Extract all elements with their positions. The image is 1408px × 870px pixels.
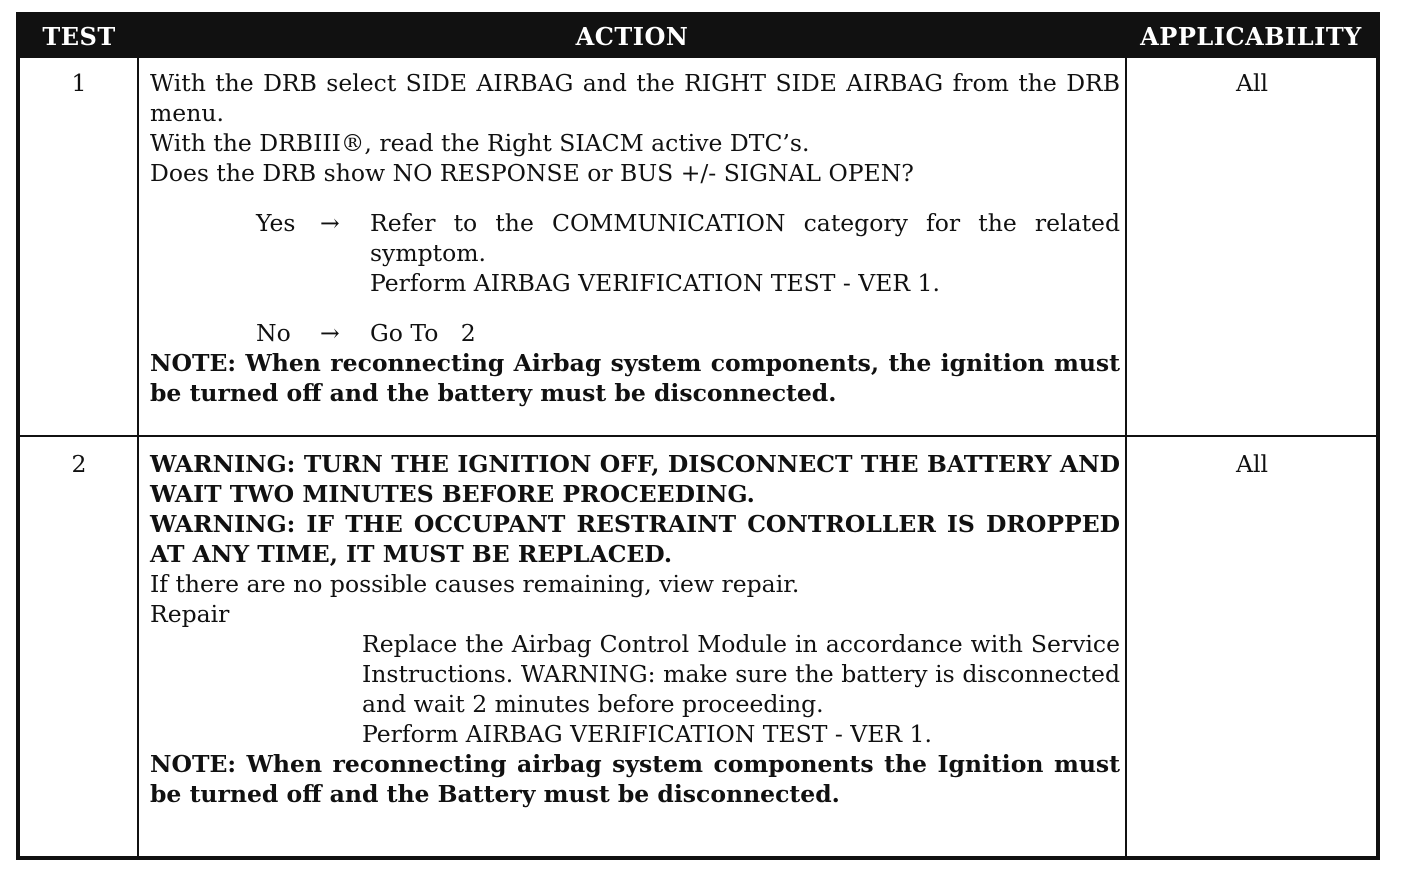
row-1-question-line: With the DRBIII®, read the Right SIACM active DTC’s. [150,129,810,157]
header-action: ACTION [575,22,689,51]
row-2-warning: WARNING: IF THE OCCUPANT RESTRAINT CONTROLLER IS DROPPED AT ANY TIME, IT MUST BE REPLACED. [150,510,1120,568]
no-label: No [256,319,291,347]
repair-label: Repair [150,600,230,628]
yes-label: Yes [256,209,296,237]
right-arrow-icon: → [320,209,340,237]
row-1-no-branch [150,318,1120,348]
row-1-question-line: With the DRB select SIDE AIRBAG and the RIGHT SIDE AIRBAG from the DRB menu. [150,69,1120,127]
row-1-note: NOTE: When reconnecting Airbag system components, the ignition must be turned off and the battery must be disconnected. [150,349,1120,407]
row-2-instruction: If there are no possible causes remaining, view repair. [150,570,800,598]
row-2-applicability: All [1235,450,1268,478]
row-1-action [150,68,1120,408]
diagnostic-test-table [16,12,1380,860]
table-header [20,16,1376,58]
header-test: TEST [42,22,116,51]
row-1-test-number: 1 [71,69,87,97]
repair-body [362,629,1120,749]
row-2-note: NOTE: When reconnecting airbag system components the Ignition must be turned off and the Battery must be disconnected. [150,750,1120,808]
row-2-test-number: 2 [71,450,87,478]
no-result: Go To 2 [370,319,476,347]
row-2-warning: WARNING: TURN THE IGNITION OFF, DISCONNECT THE BATTERY AND WAIT TWO MINUTES BEFORE PROCEEDING. [150,450,1120,508]
row-2-action [150,449,1120,809]
row-divider [20,435,1376,437]
right-arrow-icon: → [320,319,340,347]
row-1-question-line: Does the DRB show NO RESPONSE or BUS +/- SIGNAL OPEN? [150,159,914,187]
yes-result: Refer to the COMMUNICATION category for the related symptom. [370,209,1120,267]
yes-verification: Perform AIRBAG VERIFICATION TEST - VER 1. [370,269,940,297]
repair-verification: Perform AIRBAG VERIFICATION TEST - VER 1. [362,720,932,748]
row-1-yes-branch [150,208,1120,298]
row-1-applicability: All [1235,69,1268,97]
header-applicability: APPLICABILITY [1140,22,1362,51]
repair-text: Replace the Airbag Control Module in accordance with Service Instructions. WARNING: make sure the battery is disconnected and wait 2 minutes before proceeding. [362,630,1120,718]
